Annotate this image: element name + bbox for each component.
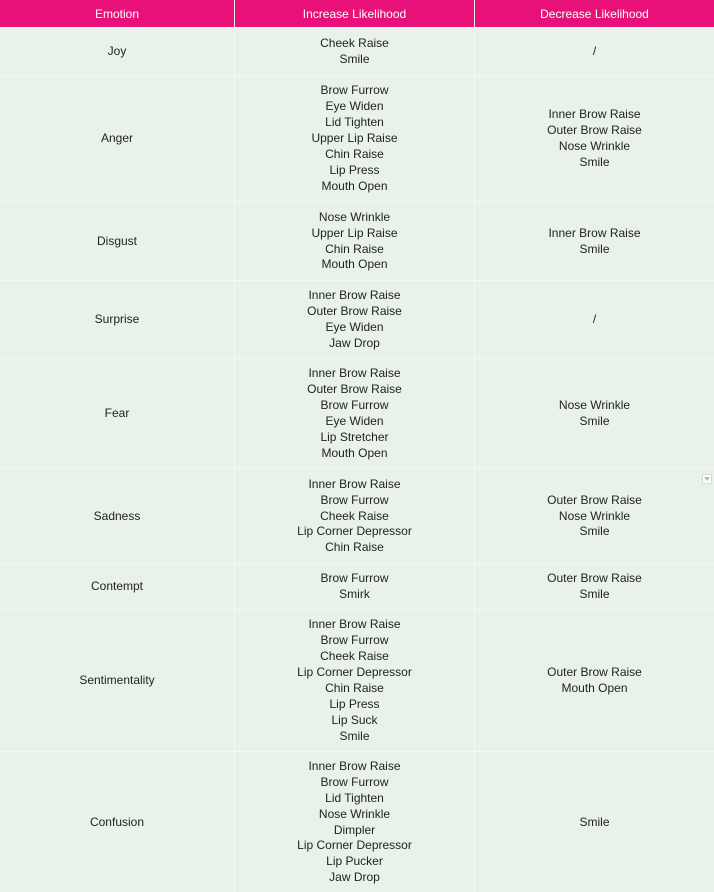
- increase-action-unit: Lip Corner Depressor: [297, 665, 412, 680]
- decrease-action-unit: Smile: [579, 414, 610, 428]
- table-row: [0, 609, 714, 751]
- decrease-action-unit: Inner Brow Raise: [548, 107, 641, 122]
- increase-action-unit: Lip Suck: [331, 712, 378, 727]
- emotion-cell: [0, 202, 235, 280]
- increase-action-unit: Brow Furrow: [320, 398, 389, 413]
- decrease-likelihood-cell: [475, 564, 714, 609]
- increase-action-unit: Inner Brow Raise: [308, 366, 401, 381]
- increase-action-unit: Outer Brow Raise: [307, 382, 402, 397]
- increase-likelihood-cell: [235, 281, 475, 358]
- emotion-cell: [0, 281, 235, 358]
- decrease-likelihood-cell: [475, 76, 714, 201]
- decrease-action-unit: Outer Brow Raise: [547, 123, 642, 138]
- table-body: [0, 27, 714, 892]
- increase-action-unit: Smile: [339, 728, 370, 743]
- increase-action-unit: Eye Widen: [325, 320, 384, 334]
- increase-action-unit: Cheek Raise: [320, 36, 389, 51]
- increase-action-unit: Lip Pucker: [326, 854, 383, 869]
- decrease-likelihood-cell: [475, 28, 714, 75]
- increase-likelihood-cell: [235, 76, 475, 201]
- decrease-likelihood-cell: [475, 610, 714, 751]
- table-row: [0, 201, 714, 280]
- increase-action-unit: Inner Brow Raise: [308, 288, 401, 303]
- decrease-likelihood-cell: [475, 281, 714, 358]
- decrease-likelihood-cell: [475, 752, 714, 892]
- emotion-cell: [0, 469, 235, 563]
- decrease-action-unit: Mouth Open: [561, 681, 628, 695]
- emotion-label: Joy: [107, 44, 127, 59]
- emotion-cell: [0, 76, 235, 201]
- emotion-cell: [0, 359, 235, 468]
- increase-action-unit: Cheek Raise: [320, 508, 389, 523]
- increase-action-unit: Lid Tighten: [325, 790, 384, 805]
- chevron-down-icon[interactable]: [702, 474, 712, 484]
- table-row: [0, 75, 714, 201]
- decrease-action-unit: Outer Brow Raise: [547, 665, 642, 680]
- decrease-likelihood-cell: [475, 469, 714, 563]
- decrease-action-unit: /: [592, 44, 597, 59]
- increase-action-unit: Lip Corner Depressor: [297, 838, 412, 853]
- decrease-action-unit: Nose Wrinkle: [558, 398, 631, 413]
- increase-action-unit: Chin Raise: [325, 146, 384, 161]
- increase-action-unit: Lip Press: [329, 162, 380, 177]
- increase-action-unit: Dimpler: [333, 822, 376, 837]
- decrease-action-unit: /: [592, 312, 597, 327]
- increase-action-unit: Jaw Drop: [329, 335, 380, 350]
- decrease-action-unit: Nose Wrinkle: [558, 508, 631, 523]
- emotion-label: Confusion: [89, 814, 145, 829]
- table-row: [0, 280, 714, 358]
- increase-action-unit: Mouth Open: [321, 445, 388, 460]
- header-increase-likelihood: Increase Likelihood: [235, 0, 475, 27]
- increase-action-unit: Outer Brow Raise: [307, 304, 402, 319]
- increase-likelihood-cell: [235, 359, 475, 468]
- increase-action-unit: Upper Lip Raise: [311, 131, 398, 146]
- emotion-label: Contempt: [90, 579, 144, 594]
- increase-action-unit: Lip Stretcher: [320, 429, 389, 444]
- decrease-likelihood-cell: [475, 359, 714, 468]
- table-row: [0, 468, 714, 563]
- header-emotion: Emotion: [0, 0, 235, 27]
- increase-action-unit: Nose Wrinkle: [318, 209, 391, 224]
- increase-action-unit: Eye Widen: [325, 414, 384, 428]
- emotion-label: Surprise: [94, 312, 140, 327]
- table-row: [0, 751, 714, 892]
- increase-action-unit: Brow Furrow: [320, 633, 389, 648]
- increase-likelihood-cell: [235, 564, 475, 609]
- decrease-action-unit: Inner Brow Raise: [548, 225, 641, 240]
- increase-action-unit: Smirk: [339, 587, 370, 601]
- increase-action-unit: Lip Corner Depressor: [297, 524, 412, 539]
- decrease-action-unit: Smile: [579, 241, 610, 256]
- emotion-cell: [0, 610, 235, 751]
- emotion-cell: [0, 752, 235, 892]
- table-row: [0, 358, 714, 468]
- increase-action-unit: Brow Furrow: [320, 83, 389, 98]
- increase-action-unit: Lid Tighten: [325, 115, 384, 130]
- decrease-action-unit: Outer Brow Raise: [547, 492, 642, 507]
- increase-action-unit: Chin Raise: [325, 681, 384, 695]
- table-row: [0, 563, 714, 609]
- table-row: [0, 27, 714, 75]
- increase-action-unit: Upper Lip Raise: [311, 225, 398, 240]
- emotion-cell: [0, 28, 235, 75]
- emotion-label: Anger: [100, 131, 134, 146]
- increase-action-unit: Brow Furrow: [320, 492, 389, 507]
- increase-action-unit: Inner Brow Raise: [308, 758, 401, 773]
- emotion-label: Sentimentality: [79, 673, 155, 688]
- decrease-likelihood-cell: [475, 202, 714, 280]
- increase-action-unit: Brow Furrow: [320, 571, 389, 586]
- emotion-cell: [0, 564, 235, 609]
- emotion-label: Disgust: [96, 233, 137, 248]
- increase-action-unit: Lip Press: [329, 696, 380, 711]
- increase-action-unit: Nose Wrinkle: [318, 806, 391, 821]
- increase-likelihood-cell: [235, 28, 475, 75]
- increase-action-unit: Jaw Drop: [329, 870, 380, 885]
- header-decrease-likelihood: Decrease Likelihood: [540, 6, 649, 21]
- decrease-action-unit: Smile: [579, 814, 610, 829]
- decrease-action-unit: Smile: [579, 587, 610, 601]
- increase-likelihood-cell: [235, 469, 475, 563]
- increase-action-unit: Mouth Open: [321, 257, 388, 272]
- decrease-action-unit: Outer Brow Raise: [547, 571, 642, 586]
- emotion-label: Fear: [104, 406, 130, 421]
- emotion-label: Sadness: [93, 508, 141, 523]
- increase-action-unit: Eye Widen: [325, 99, 384, 114]
- increase-action-unit: Inner Brow Raise: [308, 476, 401, 491]
- increase-action-unit: Chin Raise: [325, 540, 384, 555]
- increase-action-unit: Brow Furrow: [320, 774, 389, 789]
- increase-action-unit: Chin Raise: [325, 241, 384, 256]
- increase-action-unit: Smile: [339, 52, 370, 66]
- increase-action-unit: Inner Brow Raise: [308, 617, 401, 632]
- increase-likelihood-cell: [235, 202, 475, 280]
- decrease-action-unit: Smile: [579, 154, 610, 169]
- decrease-action-unit: Nose Wrinkle: [558, 139, 631, 153]
- table-header: [0, 0, 714, 27]
- increase-action-unit: Cheek Raise: [320, 649, 389, 664]
- increase-likelihood-cell: [235, 752, 475, 892]
- increase-action-unit: Mouth Open: [321, 178, 388, 193]
- increase-likelihood-cell: [235, 610, 475, 751]
- decrease-action-unit: Smile: [579, 524, 610, 539]
